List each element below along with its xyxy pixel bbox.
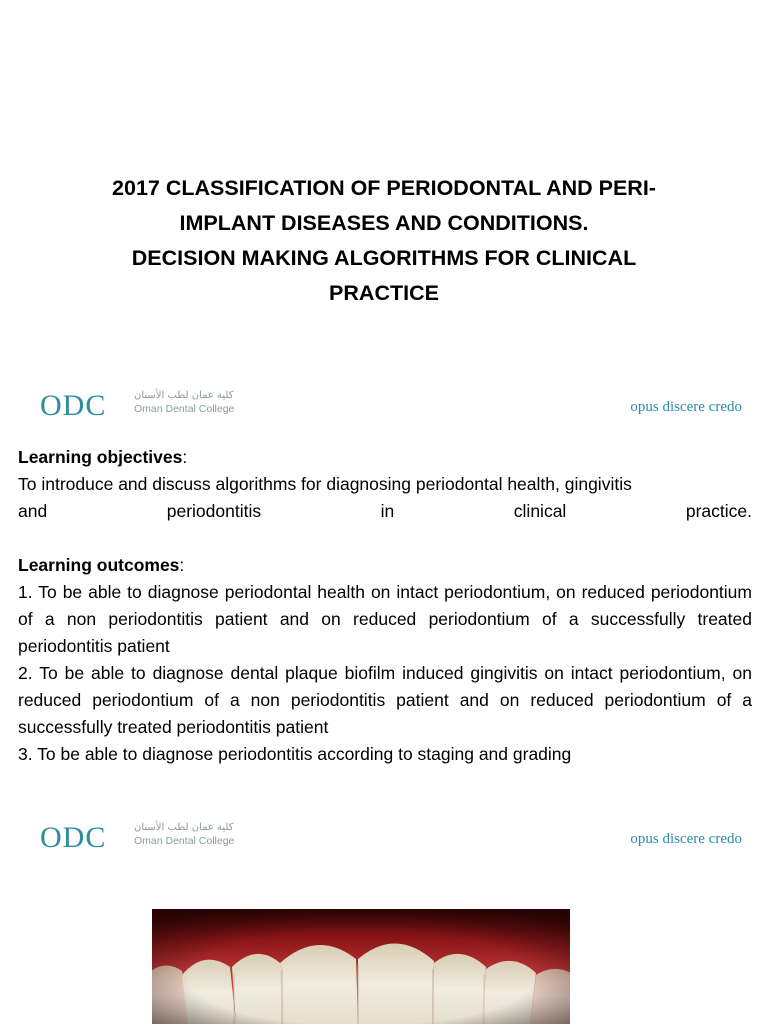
objectives-line-1: To introduce and discuss algorithms for diagnosing periodontal health, gingivitis bbox=[18, 474, 632, 494]
logo-english-name: Oman Dental College bbox=[134, 835, 235, 847]
title-line-3: DECISION MAKING ALGORITHMS FOR CLINICAL bbox=[131, 246, 637, 270]
page-title bbox=[60, 171, 708, 311]
learning-content bbox=[18, 444, 752, 768]
teeth-photo-image bbox=[152, 909, 570, 1024]
odc-logo: ODC bbox=[40, 821, 107, 854]
motto: opus discere credo bbox=[630, 399, 742, 415]
outcome-item-2: 2. To be able to diagnose dental plaque biofilm induced gingivitis on intact periodontium, on reduced periodontium of a non periodontitis patient and on reduced periodontium of a successfully treated periodontitis patient bbox=[18, 663, 752, 737]
logo-bar-top bbox=[40, 389, 750, 423]
motto: opus discere credo bbox=[630, 831, 742, 847]
title-line-1: 2017 CLASSIFICATION OF PERIODONTAL AND PERI- bbox=[112, 176, 656, 200]
logo-bar-bottom bbox=[40, 821, 750, 855]
logo-english-name: Oman Dental College bbox=[134, 403, 235, 415]
title-line-4: PRACTICE bbox=[329, 281, 439, 305]
objectives-line-2: and periodontitis in clinical practice. bbox=[18, 501, 752, 521]
logo-arabic-name: كلية عمان لطب الأسنان bbox=[134, 822, 234, 833]
outcome-item-3: 3. To be able to diagnose periodontitis according to staging and grading bbox=[18, 744, 572, 764]
logo-arabic-name: كلية عمان لطب الأسنان bbox=[134, 390, 234, 401]
teeth-photo bbox=[152, 909, 570, 1024]
outcomes-heading: Learning outcomes: bbox=[18, 555, 185, 575]
outcome-item-1: 1. To be able to diagnose periodontal health on intact periodontium, on reduced periodontium of a non periodontitis patient and on reduced periodontium of a successfully treated periodontitis patient bbox=[18, 582, 752, 656]
objectives-heading: Learning objectives: bbox=[18, 447, 188, 467]
title-line-2: IMPLANT DISEASES AND CONDITIONS. bbox=[179, 211, 589, 235]
odc-logo: ODC bbox=[40, 389, 107, 422]
